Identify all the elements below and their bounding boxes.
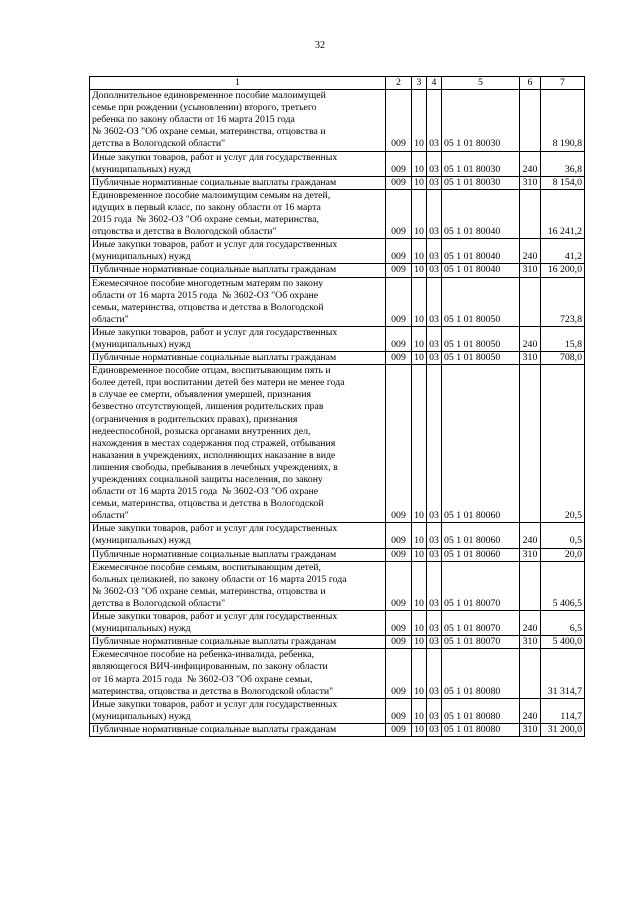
expense-type-code: 240 (520, 698, 541, 723)
header-col-1: 1 (90, 77, 386, 90)
section-code: 10 (412, 365, 427, 523)
subsection-code: 03 (427, 151, 442, 176)
expense-type-code (520, 277, 541, 326)
amount: 20,5 (541, 365, 585, 523)
target-article-code: 05 1 01 80070 (442, 561, 520, 610)
subsection-code: 03 (427, 264, 442, 277)
table-row (90, 611, 585, 636)
expense-type-code (520, 90, 541, 151)
grbs-code: 009 (386, 611, 412, 636)
header-col-3: 3 (412, 77, 427, 90)
target-article-code: 05 1 01 80040 (442, 189, 520, 238)
target-article-code: 05 1 01 80050 (442, 352, 520, 365)
header-col-7: 7 (541, 77, 585, 90)
section-code: 10 (412, 264, 427, 277)
subsection-code: 03 (427, 277, 442, 326)
table-row (90, 352, 585, 365)
row-name: Публичные нормативные социальные выплаты гражданам (90, 264, 386, 277)
target-article-code: 05 1 01 80080 (442, 649, 520, 698)
subsection-code: 03 (427, 523, 442, 548)
table-row (90, 189, 585, 238)
section-code: 10 (412, 561, 427, 610)
section-code: 10 (412, 239, 427, 264)
table-row (90, 649, 585, 698)
amount: 114,7 (541, 698, 585, 723)
subsection-code: 03 (427, 611, 442, 636)
budget-table (89, 76, 585, 737)
expense-type-code: 310 (520, 548, 541, 561)
expense-type-code: 240 (520, 611, 541, 636)
row-name: Публичные нормативные социальные выплаты гражданам (90, 723, 386, 736)
grbs-code: 009 (386, 264, 412, 277)
amount: 31 200,0 (541, 723, 585, 736)
row-name: Единовременное пособие малоимущим семьям на детей, идущих в первый класс, по закону области от 16 марта 2015 года № 3602-ОЗ "Об охране семьи, материнства, отцовства и детства в Вологодской области" (90, 189, 386, 238)
row-name: Иные закупки товаров, работ и услуг для государственных (муниципальных) нужд (90, 151, 386, 176)
subsection-code: 03 (427, 649, 442, 698)
expense-type-code: 310 (520, 264, 541, 277)
subsection-code: 03 (427, 90, 442, 151)
header-col-4: 4 (427, 77, 442, 90)
row-name: Ежемесячное пособие многодетным матерям по закону области от 16 марта 2015 года № 3602-ОЗ "Об охране семьи, материнства, отцовства и детства в Вологодской области" (90, 277, 386, 326)
table-row (90, 176, 585, 189)
section-code: 10 (412, 189, 427, 238)
target-article-code: 05 1 01 80060 (442, 523, 520, 548)
section-code: 10 (412, 277, 427, 326)
expense-type-code: 240 (520, 151, 541, 176)
row-name: Ежемесячное пособие на ребенка-инвалида, ребенка, являющегося ВИЧ-инфицированным, по закону области от 16 марта 2015 года № 3602-ОЗ "Об охране семьи, материнства, отцовства и детства в Вологодской области" (90, 649, 386, 698)
row-name: Иные закупки товаров, работ и услуг для государственных (муниципальных) нужд (90, 611, 386, 636)
target-article-code: 05 1 01 80080 (442, 723, 520, 736)
grbs-code: 009 (386, 277, 412, 326)
table-row (90, 548, 585, 561)
expense-type-code (520, 649, 541, 698)
expense-type-code (520, 189, 541, 238)
section-code: 10 (412, 176, 427, 189)
amount: 8 154,0 (541, 176, 585, 189)
subsection-code: 03 (427, 723, 442, 736)
amount: 0,5 (541, 523, 585, 548)
header-col-2: 2 (386, 77, 412, 90)
header-row (90, 77, 585, 90)
target-article-code: 05 1 01 80030 (442, 90, 520, 151)
table-row (90, 561, 585, 610)
amount: 16 241,2 (541, 189, 585, 238)
subsection-code: 03 (427, 176, 442, 189)
target-article-code: 05 1 01 80030 (442, 176, 520, 189)
expense-type-code (520, 365, 541, 523)
section-code: 10 (412, 611, 427, 636)
table-row (90, 523, 585, 548)
expense-type-code: 310 (520, 176, 541, 189)
table-row (90, 90, 585, 151)
grbs-code: 009 (386, 352, 412, 365)
target-article-code: 05 1 01 80070 (442, 636, 520, 649)
subsection-code: 03 (427, 352, 442, 365)
table-row (90, 239, 585, 264)
grbs-code: 009 (386, 151, 412, 176)
expense-type-code: 310 (520, 352, 541, 365)
amount: 723,8 (541, 277, 585, 326)
amount: 31 314,7 (541, 649, 585, 698)
section-code: 10 (412, 326, 427, 351)
table-row (90, 151, 585, 176)
row-name: Иные закупки товаров, работ и услуг для государственных (муниципальных) нужд (90, 326, 386, 351)
subsection-code: 03 (427, 636, 442, 649)
grbs-code: 009 (386, 548, 412, 561)
section-code: 10 (412, 90, 427, 151)
amount: 41,2 (541, 239, 585, 264)
row-name: Публичные нормативные социальные выплаты гражданам (90, 176, 386, 189)
target-article-code: 05 1 01 80030 (442, 151, 520, 176)
amount: 16 200,0 (541, 264, 585, 277)
amount: 5 400,0 (541, 636, 585, 649)
amount: 6,5 (541, 611, 585, 636)
expense-type-code: 310 (520, 636, 541, 649)
row-name: Дополнительное единовременное пособие малоимущей семье при рождении (усыновлении) второго, третьего ребенка по закону области от 16 марта 2015 года № 3602-ОЗ "Об охране семьи, материнства, отцовства и детства в Вологодской области" (90, 90, 386, 151)
grbs-code: 009 (386, 326, 412, 351)
row-name: Публичные нормативные социальные выплаты гражданам (90, 548, 386, 561)
row-name: Единовременное пособие отцам, воспитывающим пять и более детей, при воспитании детей без матери не менее года в случае ее смерти, объявления умершей, признания безвестно отсутствующей, лишения родительских прав (ограничения в родительских правах), признания недееспособной, розыска органами внутренних дел, нахождения в местах содержания под стражей, отбывания наказания в учреждениях, исполняющих наказание в виде лишения свободы, пребывания в лечебных учреждениях, в учреждениях социальной защиты населения, по закону области от 16 марта 2015 года № 3602-ОЗ "Об охране семьи, материнства, отцовства и детства в Вологодской области" (90, 365, 386, 523)
table-row (90, 264, 585, 277)
grbs-code: 009 (386, 698, 412, 723)
amount: 8 190,8 (541, 90, 585, 151)
grbs-code: 009 (386, 649, 412, 698)
amount: 20,0 (541, 548, 585, 561)
table-row (90, 365, 585, 523)
expense-type-code: 310 (520, 723, 541, 736)
amount: 5 406,5 (541, 561, 585, 610)
expense-type-code (520, 561, 541, 610)
grbs-code: 009 (386, 189, 412, 238)
page-number: 32 (315, 40, 325, 51)
section-code: 10 (412, 723, 427, 736)
row-name: Иные закупки товаров, работ и услуг для государственных (муниципальных) нужд (90, 698, 386, 723)
section-code: 10 (412, 352, 427, 365)
table-row (90, 723, 585, 736)
amount: 36,8 (541, 151, 585, 176)
subsection-code: 03 (427, 239, 442, 264)
target-article-code: 05 1 01 80050 (442, 326, 520, 351)
section-code: 10 (412, 523, 427, 548)
amount: 15,8 (541, 326, 585, 351)
table-row (90, 277, 585, 326)
grbs-code: 009 (386, 636, 412, 649)
header-col-6: 6 (520, 77, 541, 90)
grbs-code: 009 (386, 723, 412, 736)
table-row (90, 698, 585, 723)
target-article-code: 05 1 01 80060 (442, 365, 520, 523)
grbs-code: 009 (386, 176, 412, 189)
target-article-code: 05 1 01 80060 (442, 548, 520, 561)
subsection-code: 03 (427, 548, 442, 561)
row-name: Иные закупки товаров, работ и услуг для государственных (муниципальных) нужд (90, 239, 386, 264)
expense-type-code: 240 (520, 326, 541, 351)
row-name: Иные закупки товаров, работ и услуг для государственных (муниципальных) нужд (90, 523, 386, 548)
grbs-code: 009 (386, 561, 412, 610)
subsection-code: 03 (427, 561, 442, 610)
section-code: 10 (412, 636, 427, 649)
subsection-code: 03 (427, 189, 442, 238)
target-article-code: 05 1 01 80070 (442, 611, 520, 636)
target-article-code: 05 1 01 80040 (442, 239, 520, 264)
section-code: 10 (412, 548, 427, 561)
section-code: 10 (412, 151, 427, 176)
grbs-code: 009 (386, 90, 412, 151)
grbs-code: 009 (386, 523, 412, 548)
row-name: Публичные нормативные социальные выплаты гражданам (90, 636, 386, 649)
expense-type-code: 240 (520, 239, 541, 264)
subsection-code: 03 (427, 365, 442, 523)
expense-type-code: 240 (520, 523, 541, 548)
header-col-5: 5 (442, 77, 520, 90)
table-row (90, 326, 585, 351)
grbs-code: 009 (386, 365, 412, 523)
amount: 708,0 (541, 352, 585, 365)
section-code: 10 (412, 698, 427, 723)
target-article-code: 05 1 01 80040 (442, 264, 520, 277)
section-code: 10 (412, 649, 427, 698)
table-row (90, 636, 585, 649)
subsection-code: 03 (427, 326, 442, 351)
row-name: Ежемесячное пособие семьям, воспитывающим детей, больных целиакией, по закону области от 16 марта 2015 года № 3602-ОЗ "Об охране семьи, материнства, отцовства и детства в Вологодской области" (90, 561, 386, 610)
target-article-code: 05 1 01 80080 (442, 698, 520, 723)
grbs-code: 009 (386, 239, 412, 264)
target-article-code: 05 1 01 80050 (442, 277, 520, 326)
row-name: Публичные нормативные социальные выплаты гражданам (90, 352, 386, 365)
subsection-code: 03 (427, 698, 442, 723)
